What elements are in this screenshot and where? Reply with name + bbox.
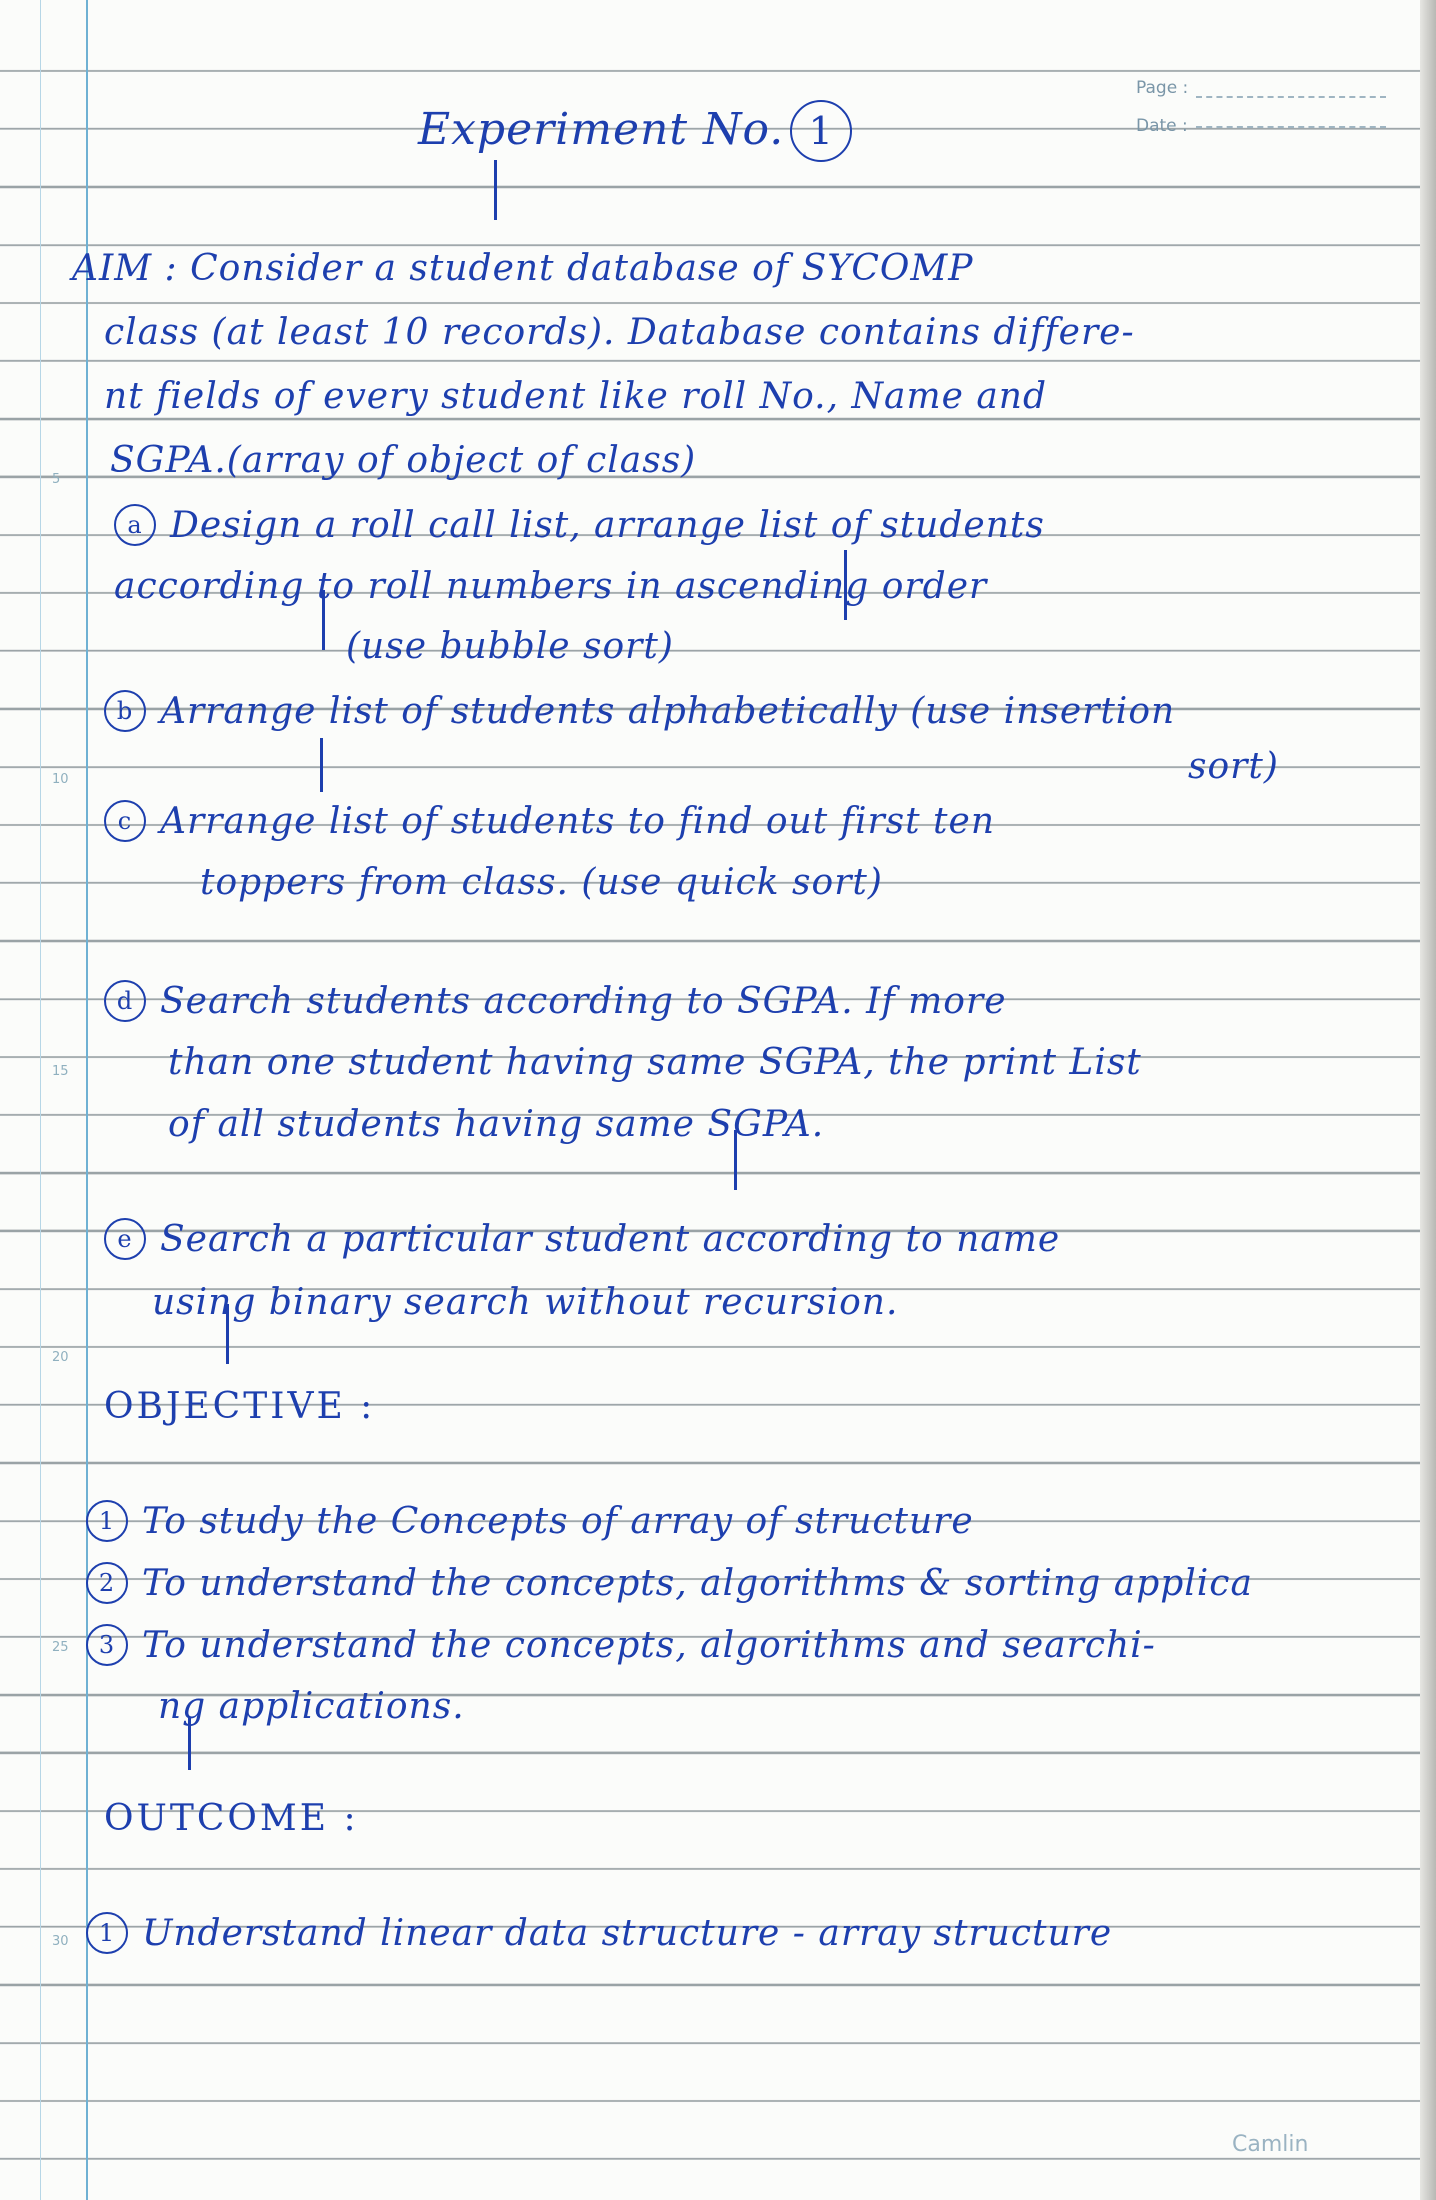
ink-stroke [226, 1304, 229, 1364]
page-title [418, 100, 852, 162]
objective-item [86, 1624, 1156, 1666]
objective-continuation: ng applications. [158, 1686, 465, 1727]
ink-stroke [320, 738, 323, 792]
outcome-item [86, 1912, 1112, 1954]
line-number: 5 [52, 472, 61, 487]
item-line: of all students having same SGPA. [168, 1104, 825, 1145]
item-line: than one student having same SGPA, the print List [168, 1042, 1142, 1083]
page-label: Page : [1136, 78, 1189, 98]
ink-stroke [188, 1718, 191, 1770]
item-c [104, 800, 995, 842]
line-number: 15 [52, 1064, 69, 1079]
experiment-number: 1 [790, 100, 852, 162]
objective-number: 3 [86, 1624, 128, 1666]
line-number: 30 [52, 1934, 69, 1949]
ink-stroke [734, 1130, 737, 1190]
aim-line: class (at least 10 records). Database contains differe- [104, 312, 1135, 353]
item-label: b [104, 690, 146, 732]
objective-heading: OBJECTIVE : [104, 1386, 376, 1427]
item-label: e [104, 1218, 146, 1260]
item-b [104, 690, 1175, 732]
outcome-text: Understand linear data structure - array structure [142, 1913, 1113, 1954]
item-text: Arrange list of students to find out first ten [160, 801, 996, 842]
item-line: according to roll numbers in ascending order [114, 566, 988, 607]
line-number: 25 [52, 1640, 69, 1655]
item-line: using binary search without recursion. [152, 1282, 899, 1323]
objective-text: To study the Concepts of array of structure [142, 1501, 974, 1542]
objective-item [86, 1500, 974, 1542]
outer-margin-line [40, 0, 41, 2200]
ink-stroke [844, 550, 847, 620]
outcome-number: 1 [86, 1912, 128, 1954]
aim-line: SGPA.(array of object of class) [110, 440, 697, 481]
date-label: Date : [1136, 116, 1188, 136]
item-label: a [114, 504, 156, 546]
item-line: (use bubble sort) [346, 626, 674, 667]
aim-line: AIM : Consider a student database of SYCOMP [72, 248, 974, 289]
item-text: Search students according to SGPA. If more [160, 981, 1007, 1022]
camlin-brand: Camlin [1232, 2132, 1309, 2157]
date-dash [1196, 126, 1386, 128]
margin-line [86, 0, 88, 2200]
item-line: sort) [1188, 746, 1279, 787]
item-e [104, 1218, 1060, 1260]
item-label: c [104, 800, 146, 842]
title-stroke [494, 160, 497, 220]
objective-text: To understand the concepts, algorithms and searchi- [142, 1625, 1156, 1666]
objective-number: 2 [86, 1562, 128, 1604]
item-d [104, 980, 1007, 1022]
line-number: 20 [52, 1350, 69, 1365]
objective-item [86, 1562, 1253, 1604]
title-text: Experiment No. [418, 104, 785, 155]
page-edge [1420, 0, 1436, 2200]
item-line: toppers from class. (use quick sort) [200, 862, 883, 903]
item-text: Design a roll call list, arrange list of students [170, 505, 1045, 546]
ink-stroke [322, 590, 325, 650]
objective-number: 1 [86, 1500, 128, 1542]
item-a [114, 504, 1045, 546]
item-text: Search a particular student according to name [160, 1219, 1061, 1260]
item-text: Arrange list of students alphabetically (use insertion [160, 691, 1176, 732]
aim-line: nt fields of every student like roll No., Name and [104, 376, 1048, 417]
objective-text: To understand the concepts, algorithms & sorting applica [142, 1563, 1253, 1604]
item-label: d [104, 980, 146, 1022]
outcome-heading: OUTCOME : [104, 1798, 359, 1839]
line-number: 10 [52, 772, 69, 787]
page-dash [1196, 96, 1386, 98]
